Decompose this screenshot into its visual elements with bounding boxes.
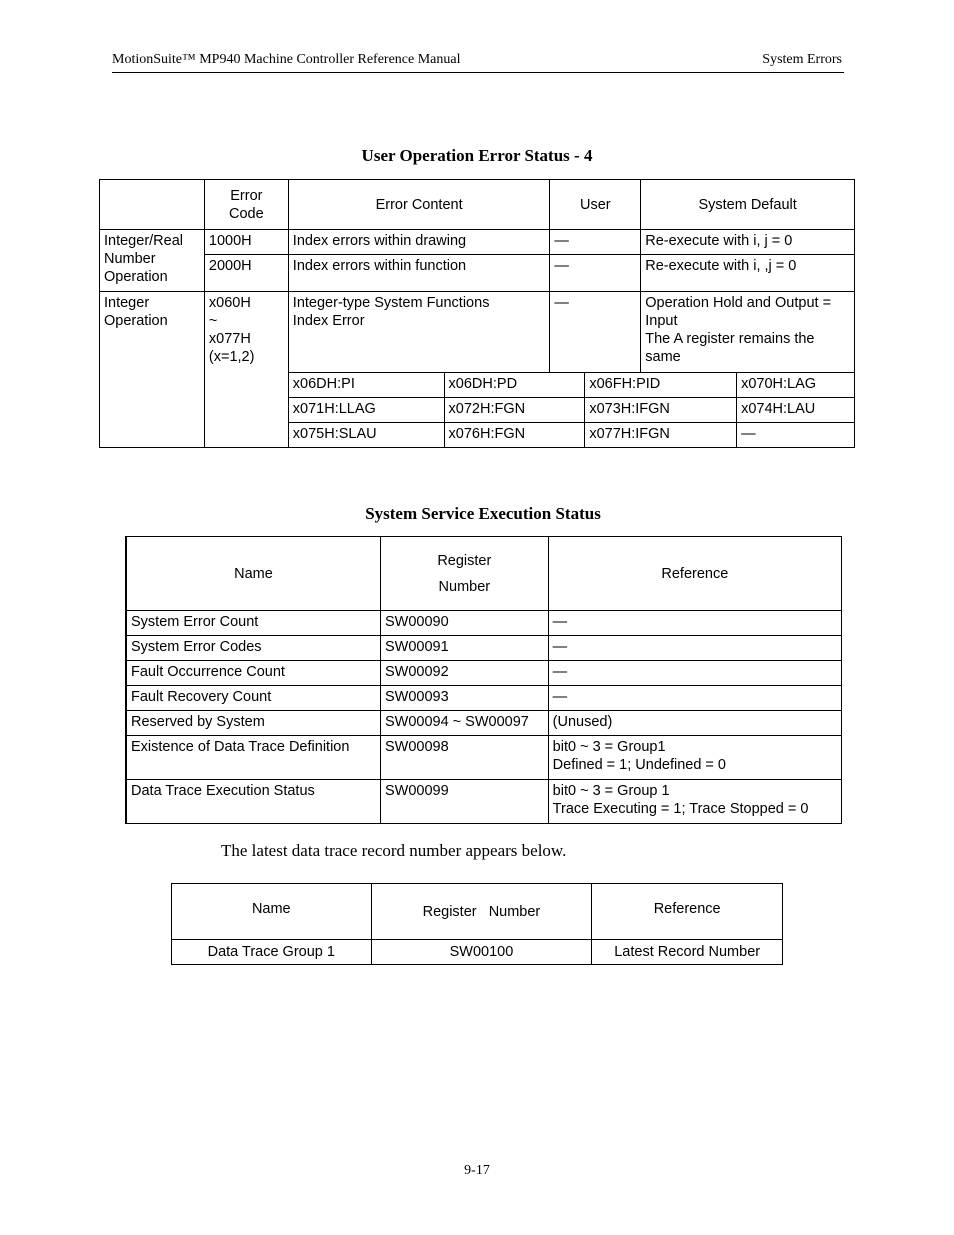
header-reference: Reference [548, 537, 841, 611]
user-value: — [550, 292, 641, 373]
row-register: SW00093 [380, 686, 548, 711]
table-row [126, 636, 842, 661]
function-cell: x070H:LAG [737, 373, 855, 398]
function-cell: x077H:IFGN [585, 423, 737, 448]
page-header [112, 52, 844, 73]
row-name: System Error Count [126, 611, 380, 636]
user-operation-error-table [99, 179, 855, 448]
table-header-row [172, 884, 783, 940]
header-register-number: Register Number [380, 537, 548, 611]
system-default: Re-execute with i, ,j = 0 [641, 255, 855, 292]
table-row [126, 611, 842, 636]
row-register: SW00090 [380, 611, 548, 636]
table-row [100, 230, 855, 255]
header-reference: Reference [592, 884, 783, 940]
row-name: Fault Occurrence Count [126, 661, 380, 686]
section-title: System Errors [762, 52, 842, 67]
table-row [126, 661, 842, 686]
system-default: Operation Hold and Output = Input The A register remains the same [641, 292, 855, 373]
row-register: SW00091 [380, 636, 548, 661]
row-name: Data Trace Group 1 [172, 940, 372, 965]
error-code: 2000H [204, 255, 288, 292]
page-number: 9-17 [464, 1163, 490, 1178]
row-reference: bit0 ~ 3 = Group1 Defined = 1; Undefined = 0 [548, 736, 841, 780]
error-content: Index errors within function [288, 255, 550, 292]
row-name: Existence of Data Trace Definition [126, 736, 380, 780]
data-trace-note: The latest data trace record number appears below. [221, 841, 567, 860]
row-reference: — [548, 636, 841, 661]
function-cell: x06FH:PID [585, 373, 737, 398]
function-cell: — [737, 423, 855, 448]
header-error-content: Error Content [288, 180, 550, 230]
row-reference: bit0 ~ 3 = Group 1 Trace Executing = 1; Trace Stopped = 0 [548, 780, 841, 824]
row-reference: — [548, 661, 841, 686]
table-row [126, 711, 842, 736]
row-register: SW00099 [380, 780, 548, 824]
row-reference: (Unused) [548, 711, 841, 736]
user-value: — [550, 230, 641, 255]
row-register: SW00100 [371, 940, 592, 965]
row-reference: — [548, 686, 841, 711]
table-row [100, 255, 855, 292]
table-header-row [126, 537, 842, 611]
header-system-default: System Default [641, 180, 855, 230]
user-value: — [550, 255, 641, 292]
header-register-number: Register Number [371, 884, 592, 940]
group-label: Integer Operation [100, 292, 205, 448]
header-user: User [550, 180, 641, 230]
row-name: System Error Codes [126, 636, 380, 661]
row-reference: Latest Record Number [592, 940, 783, 965]
data-trace-table [171, 883, 783, 965]
error-code: 1000H [204, 230, 288, 255]
header-blank [100, 180, 205, 230]
function-cell: x06DH:PI [288, 373, 444, 398]
table-row [126, 736, 842, 780]
function-cell: x074H:LAU [737, 398, 855, 423]
function-cell: x075H:SLAU [288, 423, 444, 448]
table-row [126, 780, 842, 824]
table-row [172, 940, 783, 965]
header-error-code: Error Code [204, 180, 288, 230]
table2-title: System Service Execution Status [365, 504, 601, 523]
function-cell: x076H:FGN [444, 423, 585, 448]
system-default: Re-execute with i, j = 0 [641, 230, 855, 255]
row-reference: — [548, 611, 841, 636]
table-row [100, 292, 855, 373]
row-register: SW00092 [380, 661, 548, 686]
row-name: Fault Recovery Count [126, 686, 380, 711]
function-cell: x073H:IFGN [585, 398, 737, 423]
system-service-table [125, 536, 842, 824]
table-row [126, 686, 842, 711]
group-label: Integer/Real Number Operation [100, 230, 205, 292]
function-cell: x071H:LLAG [288, 398, 444, 423]
row-register: SW00098 [380, 736, 548, 780]
header-name: Name [126, 537, 380, 611]
row-register: SW00094 ~ SW00097 [380, 711, 548, 736]
manual-title: MotionSuite™ MP940 Machine Controller Reference Manual [112, 52, 461, 67]
header-name: Name [172, 884, 372, 940]
table1-title: User Operation Error Status - 4 [361, 146, 593, 165]
function-cell: x06DH:PD [444, 373, 585, 398]
function-cell: x072H:FGN [444, 398, 585, 423]
row-name: Reserved by System [126, 711, 380, 736]
row-name: Data Trace Execution Status [126, 780, 380, 824]
error-content: Integer-type System Functions Index Error [288, 292, 550, 373]
error-content: Index errors within drawing [288, 230, 550, 255]
table-header-row [100, 180, 855, 230]
error-code: x060H ~ x077H (x=1,2) [204, 292, 288, 448]
